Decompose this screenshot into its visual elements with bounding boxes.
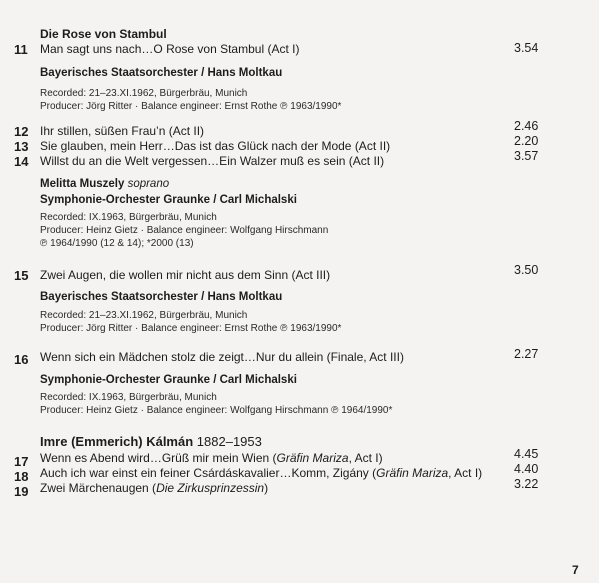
work-heading: Die Rose von Stambul — [40, 27, 167, 41]
track-number: 11 — [14, 42, 28, 57]
performer-line: Symphonie-Orchester Graunke / Carl Michalski — [40, 374, 297, 386]
performer-line: Bayerisches Staatsorchester / Hans Moltkau — [40, 291, 283, 303]
track-duration: 2.46 — [514, 119, 539, 133]
track-number: 13 — [14, 139, 29, 154]
track-title: Sie glauben, mein Herr…Das ist das Glück nach der Mode (Act II) — [40, 139, 391, 153]
producer-info: Producer: Heinz Gietz · Balance engineer: Wolfgang Hirschmann ℗ 1964/1990* — [40, 405, 393, 416]
track-title: Willst du an die Welt vergessen…Ein Walzer muß es sein (Act II) — [40, 154, 385, 168]
track-title: Zwei Augen, die wollen mir nicht aus dem Sinn (Act III) — [40, 268, 331, 282]
performer-line: Symphonie-Orchester Graunke / Carl Michalski — [40, 194, 297, 206]
performer-line: Bayerisches Staatsorchester / Hans Moltkau — [40, 67, 283, 79]
track-duration: 3.22 — [514, 477, 539, 491]
composer-name: Imre (Emmerich) Kálmán — [40, 434, 194, 449]
track-duration: 2.27 — [514, 347, 539, 361]
track-title: Man sagt uns nach…O Rose von Stambul (Act I) — [40, 42, 300, 56]
track-duration: 2.20 — [514, 134, 539, 148]
track-title: Wenn es Abend wird…Grüß mir mein Wien (Gräfin Mariza, Act I) — [40, 451, 383, 465]
track-duration: 3.57 — [514, 149, 539, 163]
track-title: Ihr stillen, süßen Frau’n (Act II) — [40, 124, 205, 138]
track-title: Wenn sich ein Mädchen stolz die zeigt…Nur du allein (Finale, Act III) — [40, 350, 404, 364]
track-duration: 3.50 — [514, 263, 539, 277]
track-title: Auch ich war einst ein feiner Csárdáskavalier…Komm, Zigány (Gräfin Mariza, Act I) — [40, 466, 483, 480]
page-number: 7 — [572, 563, 579, 577]
track-number: 15 — [14, 268, 29, 283]
composer-dates: 1882–1953 — [196, 434, 262, 449]
recording-info: Recorded: IX.1963, Bürgerbräu, Munich — [40, 212, 217, 223]
producer-info: Producer: Jörg Ritter · Balance engineer: Ernst Rothe ℗ 1963/1990* — [40, 323, 342, 334]
voice-type: soprano — [127, 178, 170, 190]
producer-info: Producer: Jörg Ritter · Balance engineer: Ernst Rothe ℗ 1963/1990* — [40, 101, 342, 112]
track-number: 14 — [14, 154, 29, 169]
recording-info: Recorded: 21–23.XI.1962, Bürgerbräu, Munich — [40, 310, 248, 321]
producer-info: Producer: Heinz Gietz · Balance engineer: Wolfgang Hirschmann — [40, 225, 329, 236]
track-number: 16 — [14, 352, 29, 367]
track-title: Zwei Märchenaugen (Die Zirkusprinzessin) — [40, 481, 269, 495]
track-duration: 4.45 — [514, 447, 539, 461]
track-number: 19 — [14, 484, 29, 499]
track-number: 17 — [14, 454, 29, 469]
composer-heading — [40, 434, 262, 449]
track-duration: 4.40 — [514, 462, 539, 476]
singer-name: Melitta Muszely — [40, 178, 125, 190]
recording-info: Recorded: 21–23.XI.1962, Bürgerbräu, Munich — [40, 88, 248, 99]
singer-line — [40, 178, 169, 190]
track-duration: 3.54 — [514, 41, 539, 55]
phonogram-info: ℗ 1964/1990 (12 & 14); *2000 (13) — [40, 238, 194, 249]
recording-info: Recorded: IX.1963, Bürgerbräu, Munich — [40, 392, 217, 403]
track-number: 18 — [14, 469, 29, 484]
track-number: 12 — [14, 124, 29, 139]
